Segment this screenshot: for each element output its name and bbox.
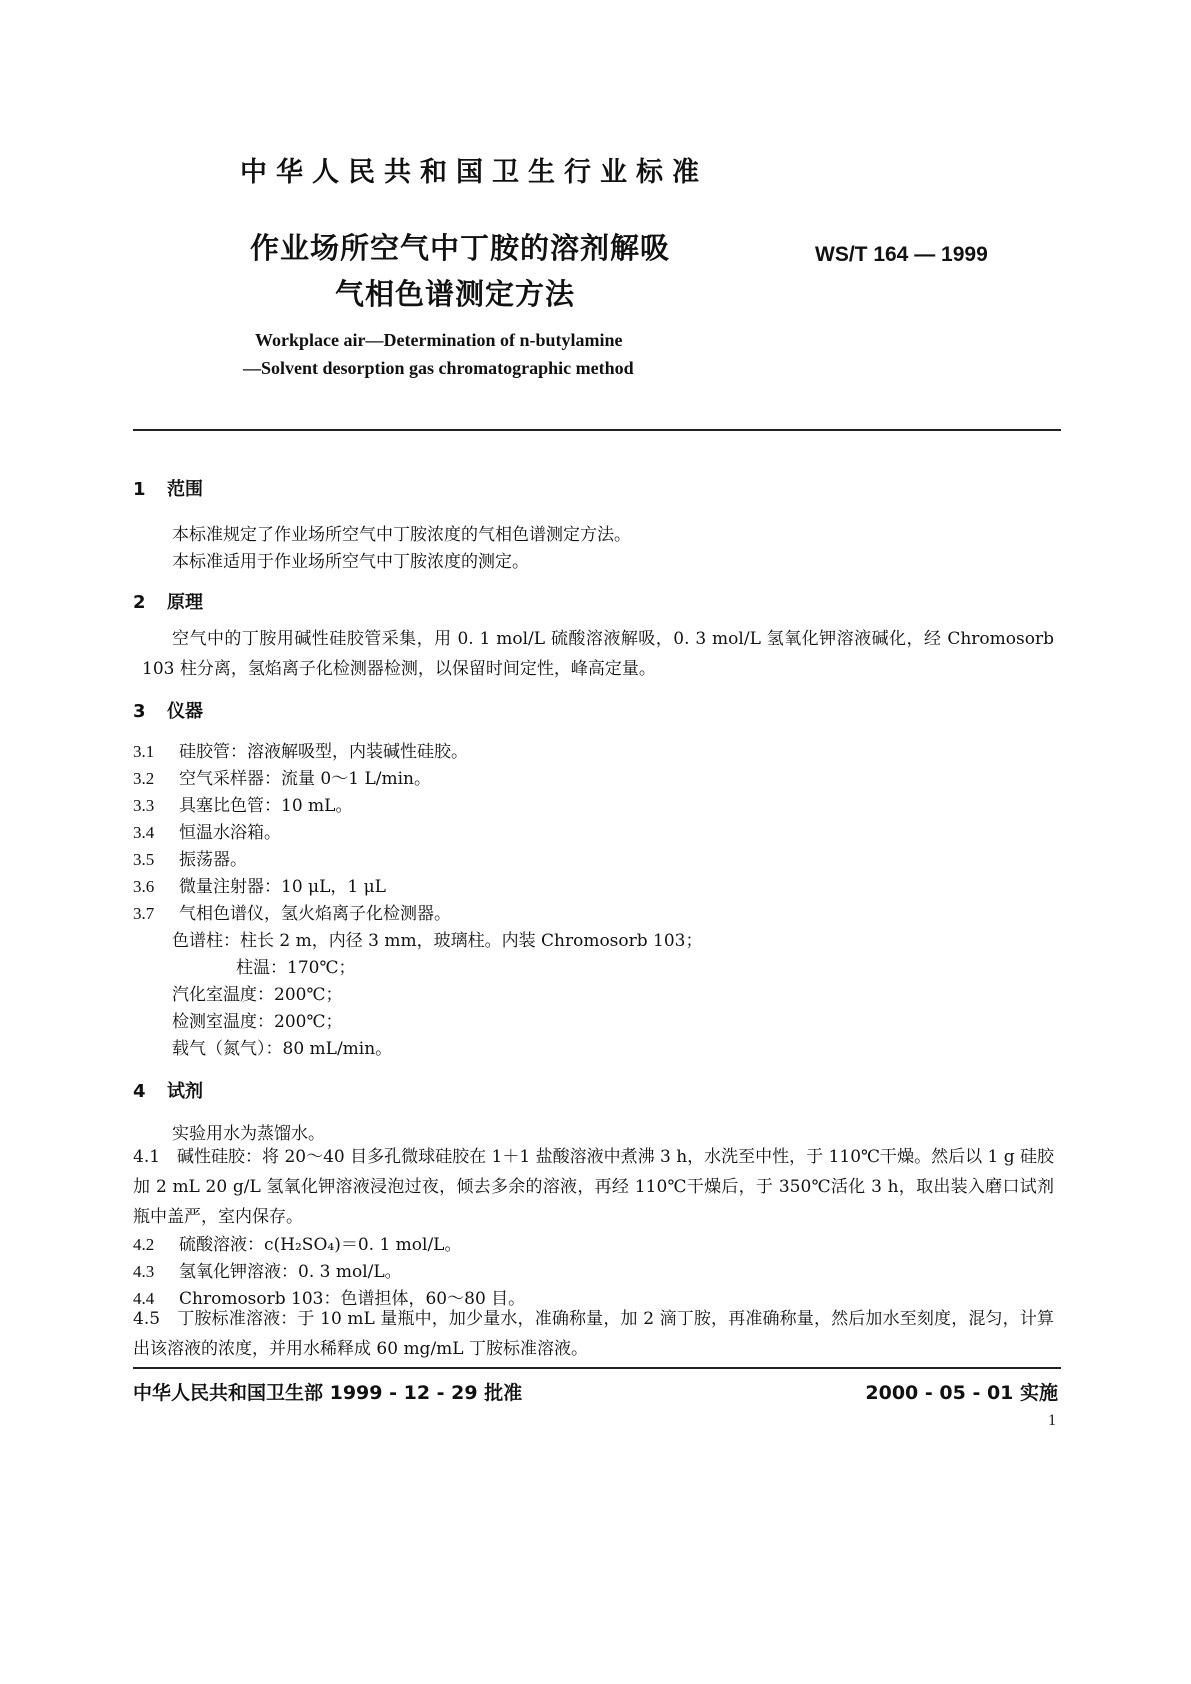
section-4-label: 试剂: [167, 1081, 203, 1102]
item-number: 4.3: [133, 1262, 155, 1281]
page-number: 1: [1048, 1412, 1056, 1429]
item-number: 3.7: [133, 904, 155, 923]
item-number: 3.5: [133, 850, 155, 869]
section-1-label: 范围: [167, 479, 203, 500]
section-4-title: [133, 1077, 203, 1103]
section-1-number: 1: [133, 479, 146, 500]
condition-column-temp: 柱温：170℃；: [236, 958, 356, 978]
list-item: [133, 764, 431, 789]
section-2-number: 2: [133, 592, 146, 613]
standard-category: 中华人民共和国卫生行业标准: [240, 157, 708, 188]
item-number: 3.6: [133, 877, 155, 896]
list-item: [133, 1230, 461, 1255]
list-item: [133, 1257, 402, 1282]
item-number: 4.2: [133, 1235, 155, 1254]
item-text: 空气采样器：流量 0～1 L/min。: [179, 769, 431, 789]
list-item: [133, 899, 451, 924]
list-item: [133, 845, 247, 870]
title-en-line1: Workplace air—Determination of n-butylamine: [255, 330, 623, 350]
item-text: 振荡器。: [179, 850, 247, 870]
section-1-title: [133, 475, 203, 501]
item-text: 氢氧化钾溶液：0. 3 mol/L。: [179, 1262, 402, 1282]
item-text: Chromosorb 103：色谱担体，60～80 目。: [179, 1289, 526, 1309]
item-number: 4.4: [133, 1289, 155, 1308]
item-text: 恒温水浴箱。: [179, 823, 281, 843]
title-cn-line2: 气相色谱测定方法: [335, 277, 576, 311]
title-cn-line1: 作业场所空气中丁胺的溶剂解吸: [250, 231, 671, 265]
list-item: [133, 737, 468, 762]
section-3-label: 仪器: [167, 701, 203, 722]
list-item: [133, 872, 386, 897]
condition-column: 色谱柱：柱长 2 m，内径 3 mm，玻璃柱。内装 Chromosorb 103；: [172, 931, 703, 951]
section-4-item5: 4.5 丁胺标准溶液：于 10 mL 量瓶中，加少量水，准确称量，加 2 滴丁胺，再准确称量，然后加水至刻度，混匀，计算出该溶液的浓度，并用水稀释成 60 mg/mL 丁胺标准溶液。: [133, 1309, 1054, 1359]
section-2-label: 原理: [167, 592, 203, 613]
list-item: [133, 818, 281, 843]
section-2-para: 空气中的丁胺用碱性硅胶管采集，用 0. 1 mol/L 硫酸溶液解吸，0. 3 mol/L 氢氧化钾溶液碱化，经 Chromosorb 103 柱分离，氢焰离子化检测器检测，以保留时间定性，峰高定量。: [142, 629, 1054, 679]
section-3-title: [133, 697, 203, 723]
section-4-number: 4: [133, 1081, 146, 1102]
item-text: 具塞比色管：10 mL。: [179, 796, 353, 816]
item-number: 3.3: [133, 796, 155, 815]
list-item: [133, 791, 352, 816]
section-3-number: 3: [133, 701, 146, 722]
item-number: 3.1: [133, 742, 155, 761]
section-4-item1: 4.1 碱性硅胶：将 20～40 目多孔微球硅胶在 1＋1 盐酸溶液中煮沸 3 h，水洗至中性，于 110℃干燥。然后以 1 g 硅胶加 2 mL 20 g/L 氢氧化钾溶液浸泡过夜，倾去多余的溶液，再经 110℃干燥后，于 350℃活化 3 h，取出装入磨口试剂瓶中盖严，室内保存。: [133, 1147, 1054, 1227]
condition-carrier-gas: 载气（氮气）：80 mL/min。: [172, 1039, 393, 1059]
footer-rule: [133, 1367, 1061, 1369]
implementation-date: 2000 - 05 - 01 实施: [865, 1382, 1058, 1404]
section-4-intro: 实验用水为蒸馏水。: [172, 1124, 325, 1144]
item-number: 3.2: [133, 769, 155, 788]
item-text: 硫酸溶液：c(H₂SO₄)＝0. 1 mol/L。: [179, 1235, 462, 1255]
item-text: 硅胶管：溶液解吸型，内装碱性硅胶。: [179, 742, 468, 762]
title-en-line2: —Solvent desorption gas chromatographic method: [243, 358, 634, 378]
item-text: 气相色谱仪，氢火焰离子化检测器。: [179, 904, 451, 924]
approval-date: 中华人民共和国卫生部 1999 - 12 - 29 批准: [133, 1382, 523, 1404]
section-1-para1: 本标准规定了作业场所空气中丁胺浓度的气相色谱测定方法。: [172, 525, 631, 545]
section-2-title: [133, 588, 203, 614]
item-number: 3.4: [133, 823, 155, 842]
condition-vaporizer-temp: 汽化室温度：200℃；: [172, 985, 343, 1005]
item-text: 微量注射器：10 μL，1 μL: [179, 877, 386, 897]
standard-code: WS/T 164 — 1999: [815, 243, 988, 266]
header-rule: [133, 429, 1061, 431]
section-1-para2: 本标准适用于作业场所空气中丁胺浓度的测定。: [172, 552, 529, 572]
condition-detector-temp: 检测室温度：200℃；: [172, 1012, 343, 1032]
